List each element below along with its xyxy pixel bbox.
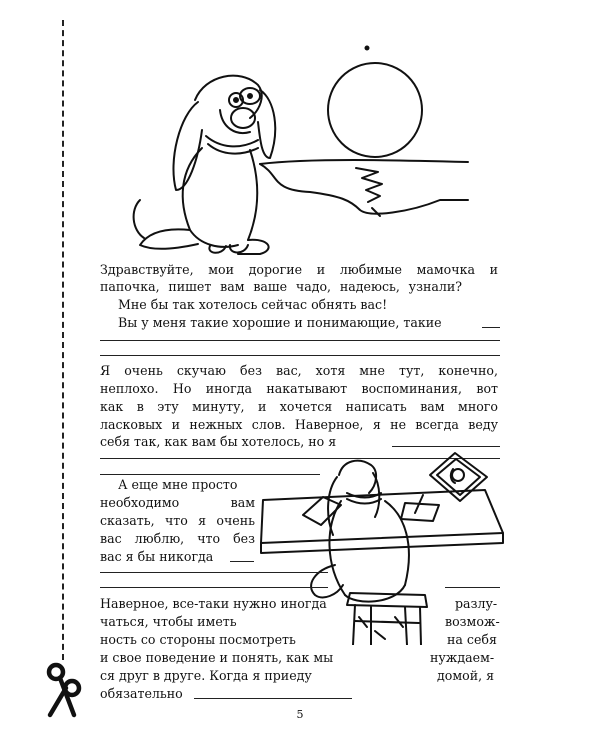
- letter-greeting-line-1: Здравствуйте, мои дорогие и любимые мамочка и: [100, 262, 498, 277]
- cut-line: [62, 20, 64, 660]
- letter-part-line-3: ность со стороны посмотреть: [100, 632, 296, 647]
- answer-line[interactable]: [230, 561, 254, 562]
- letter-need-line-5: вас я бы никогда: [100, 549, 214, 564]
- answer-line[interactable]: [445, 587, 500, 588]
- letter-hug-line: Мне бы так хотелось сейчас обнять вас!: [118, 297, 388, 312]
- letter-understanding-line: Вы у меня такие хорошие и понимающие, такие: [118, 315, 442, 330]
- letter-part-line-1-end: разлу-: [455, 596, 498, 611]
- letter-miss-line-4: ласковых и нежных слов. Наверное, я не всегда веду: [100, 417, 498, 432]
- answer-line[interactable]: [482, 327, 500, 328]
- letter-part-line-2-end: возмож-: [445, 614, 500, 629]
- letter-part-line-4-end: нуждаем-: [430, 650, 495, 665]
- letter-greeting-line-2: папочка, пишет вам ваше чадо, надеюсь, узнали?: [100, 279, 462, 294]
- letter-part-line-4: и свое поведение и понять, как мы: [100, 650, 334, 665]
- answer-line[interactable]: [100, 587, 328, 588]
- letter-miss-line-2: неплохо. Но иногда накатывают воспоминания, вот: [100, 381, 498, 396]
- letter-part-line-2: чаться, чтобы иметь: [100, 614, 237, 629]
- letter-need-line-3: сказать, что я очень: [100, 513, 255, 528]
- answer-line[interactable]: [100, 340, 500, 341]
- dog-moon-illustration: [110, 40, 470, 260]
- answer-line[interactable]: [194, 698, 352, 699]
- letter-miss-line-5: себя так, как вам бы хотелось, но я: [100, 434, 337, 449]
- letter-part-line-5-end: домой, я: [437, 668, 495, 683]
- letter-miss-line-3: как в эту минуту, и хочется написать вам много: [100, 399, 498, 414]
- letter-part-line-6: обязательно: [100, 686, 183, 701]
- letter-need-line-2: необходимо вам: [100, 495, 255, 510]
- letter-miss-line-1: Я очень скучаю без вас, хотя мне тут, конечно,: [100, 363, 498, 378]
- answer-line[interactable]: [100, 355, 500, 356]
- letter-need-line-1: А еще мне просто: [118, 477, 238, 492]
- answer-line[interactable]: [100, 572, 328, 573]
- page-number: 5: [296, 708, 304, 721]
- letter-part-line-1: Наверное, все-таки нужно иногда: [100, 596, 327, 611]
- letter-part-line-5: ся друг в друге. Когда я приеду: [100, 668, 312, 683]
- letter-need-line-4: вас люблю, что без: [100, 531, 255, 546]
- letter-part-line-3-end: на себя: [447, 632, 497, 647]
